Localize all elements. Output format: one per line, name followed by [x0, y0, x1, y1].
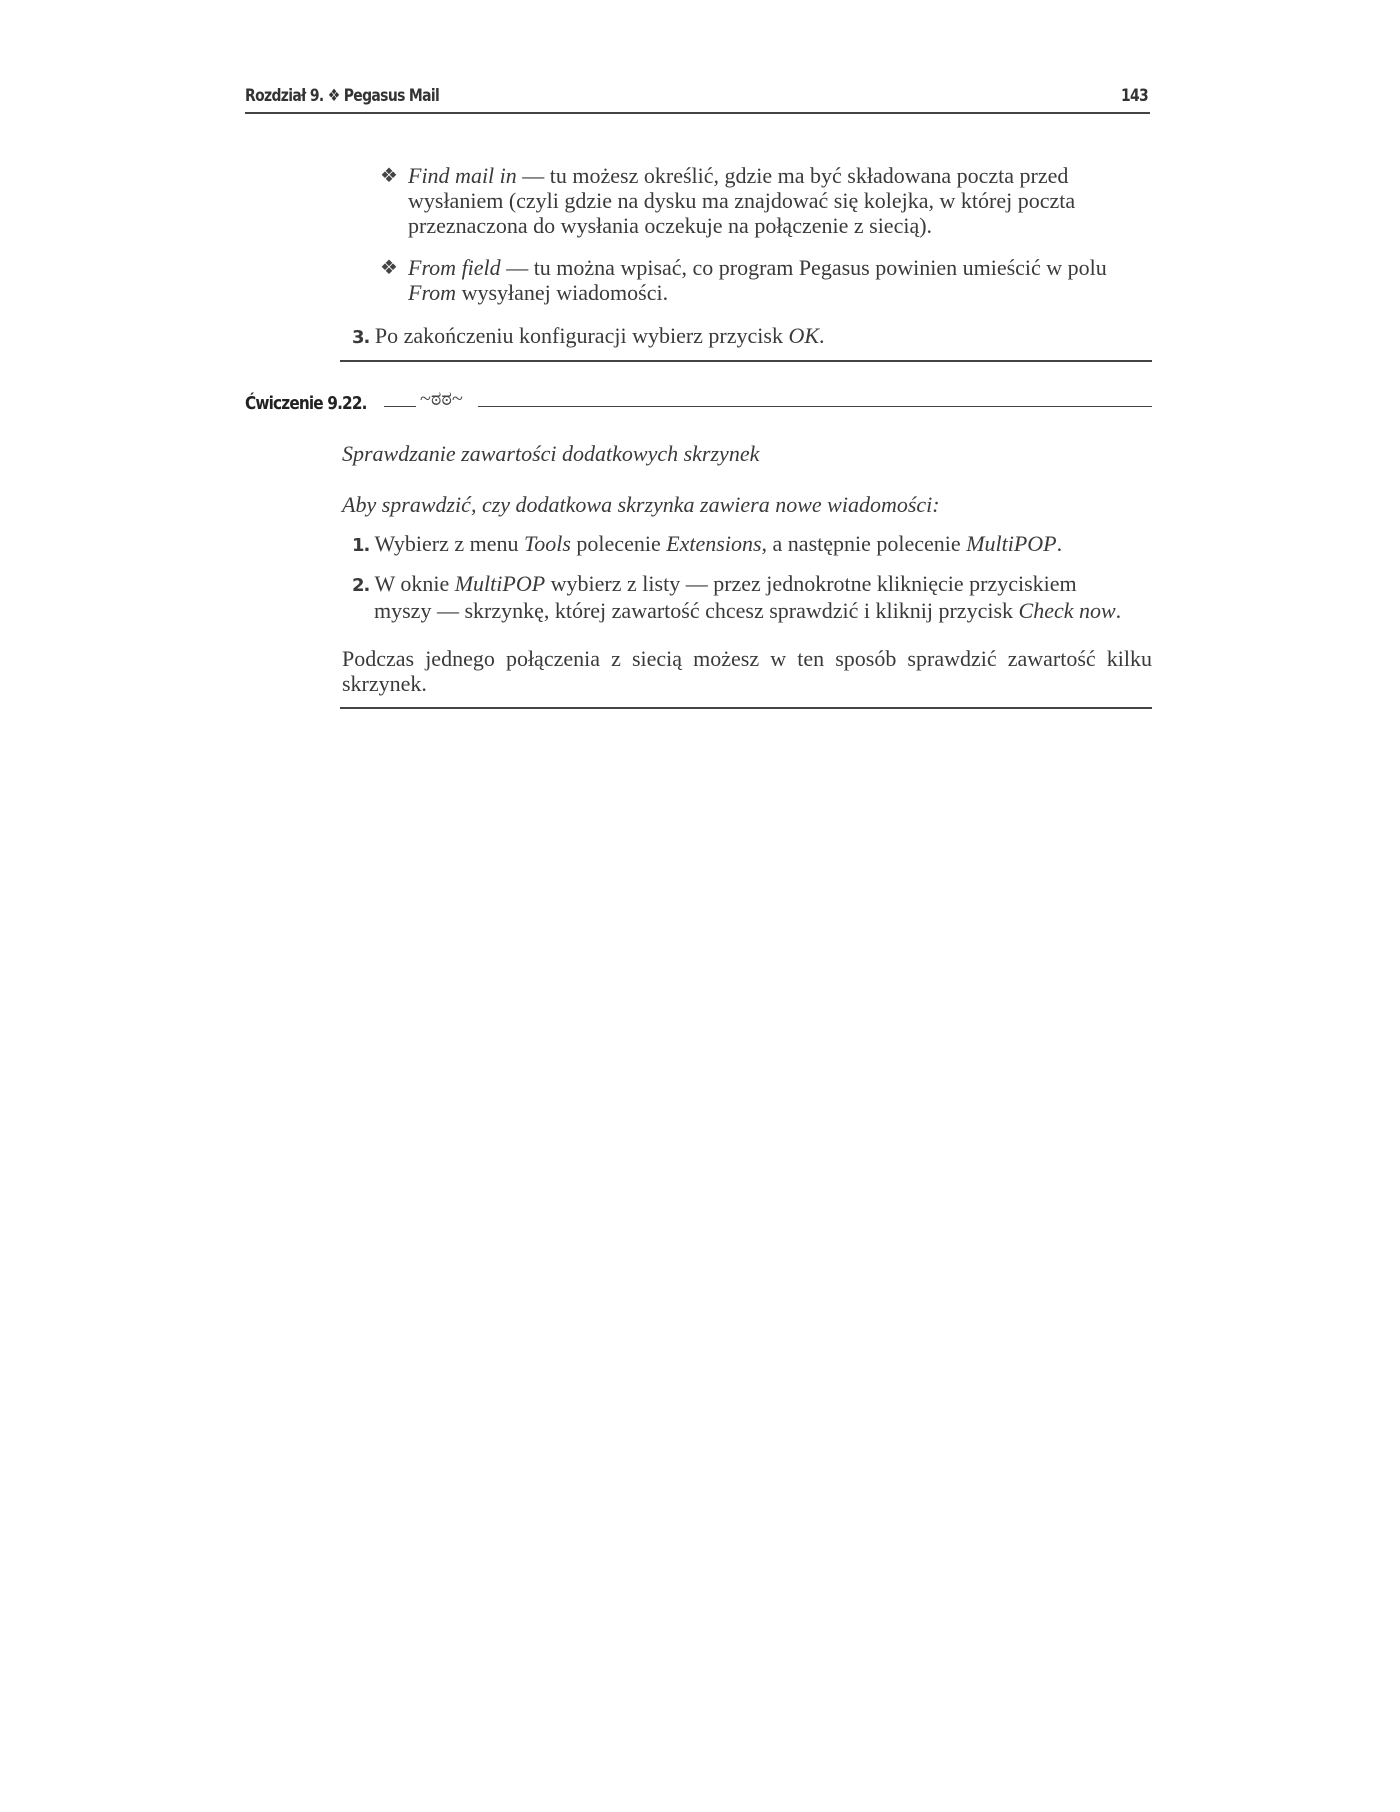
- bullet-mark: ❖: [380, 165, 398, 187]
- bullet-item: [408, 255, 1153, 305]
- closing-paragraph: [342, 646, 1152, 696]
- step-number: 2.: [352, 575, 370, 596]
- page-number: 143: [1120, 86, 1148, 106]
- term: From field: [408, 255, 501, 280]
- step-item: 1. Wybierz z menu Tools polecenie Extensions, a następnie polecenie MultiPOP.: [352, 531, 1063, 556]
- step-line: myszy — skrzynkę, której zawartość chcesz sprawdzić i kliknij przycisk Check now.: [374, 598, 1122, 623]
- ornament-icon: ~ಠಠ~: [420, 388, 463, 410]
- paragraph-line: Podczas jednego połączenia z siecią możesz w ten sposób sprawdzić zawartość kilku: [342, 646, 1152, 671]
- bullet-item: [408, 163, 1153, 238]
- term: OK: [788, 323, 820, 348]
- bullet-line: From wysyłanej wiadomości.: [408, 280, 669, 305]
- step-number: 1.: [352, 535, 370, 556]
- term: Find mail in: [408, 163, 517, 188]
- exercise-title: Ćwiczenie 9.22.: [245, 393, 367, 414]
- term: From: [408, 280, 457, 305]
- step-number: 3.: [352, 327, 370, 348]
- step-line: 2. W oknie MultiPOP wybierz z listy — przez jednokrotne kliknięcie przyciskiem: [352, 571, 1077, 596]
- step-item: [352, 571, 1152, 623]
- section-rule: [340, 360, 1152, 362]
- paragraph-line: skrzynek.: [342, 671, 427, 696]
- running-head: Rozdział 9. ❖ Pegasus Mail: [245, 86, 440, 106]
- bullet-mark: ❖: [380, 257, 398, 279]
- bullet-line: przeznaczona do wysłania oczekuje na połączenie z siecią).: [408, 213, 933, 238]
- section-rule: [340, 707, 1152, 709]
- bullet-line: wysłaniem (czyli gdzie na dysku ma znajdować się kolejka, w której poczta: [408, 188, 1076, 213]
- title-rule-long: [478, 406, 1152, 407]
- page-header: [245, 86, 1150, 114]
- bullet-line: Find mail in — tu możesz określić, gdzie ma być składowana poczta przed: [408, 163, 1069, 188]
- step-item: 3. Po zakończeniu konfiguracji wybierz przycisk OK.: [352, 323, 825, 348]
- exercise-intro: Aby sprawdzić, czy dodatkowa skrzynka zawiera nowe wiadomości:: [342, 492, 940, 517]
- exercise-subtitle: Sprawdzanie zawartości dodatkowych skrzynek: [342, 441, 760, 466]
- title-rule-short: [384, 406, 416, 407]
- bullet-line: From field — tu można wpisać, co program Pegasus powinien umieścić w polu: [408, 255, 1107, 280]
